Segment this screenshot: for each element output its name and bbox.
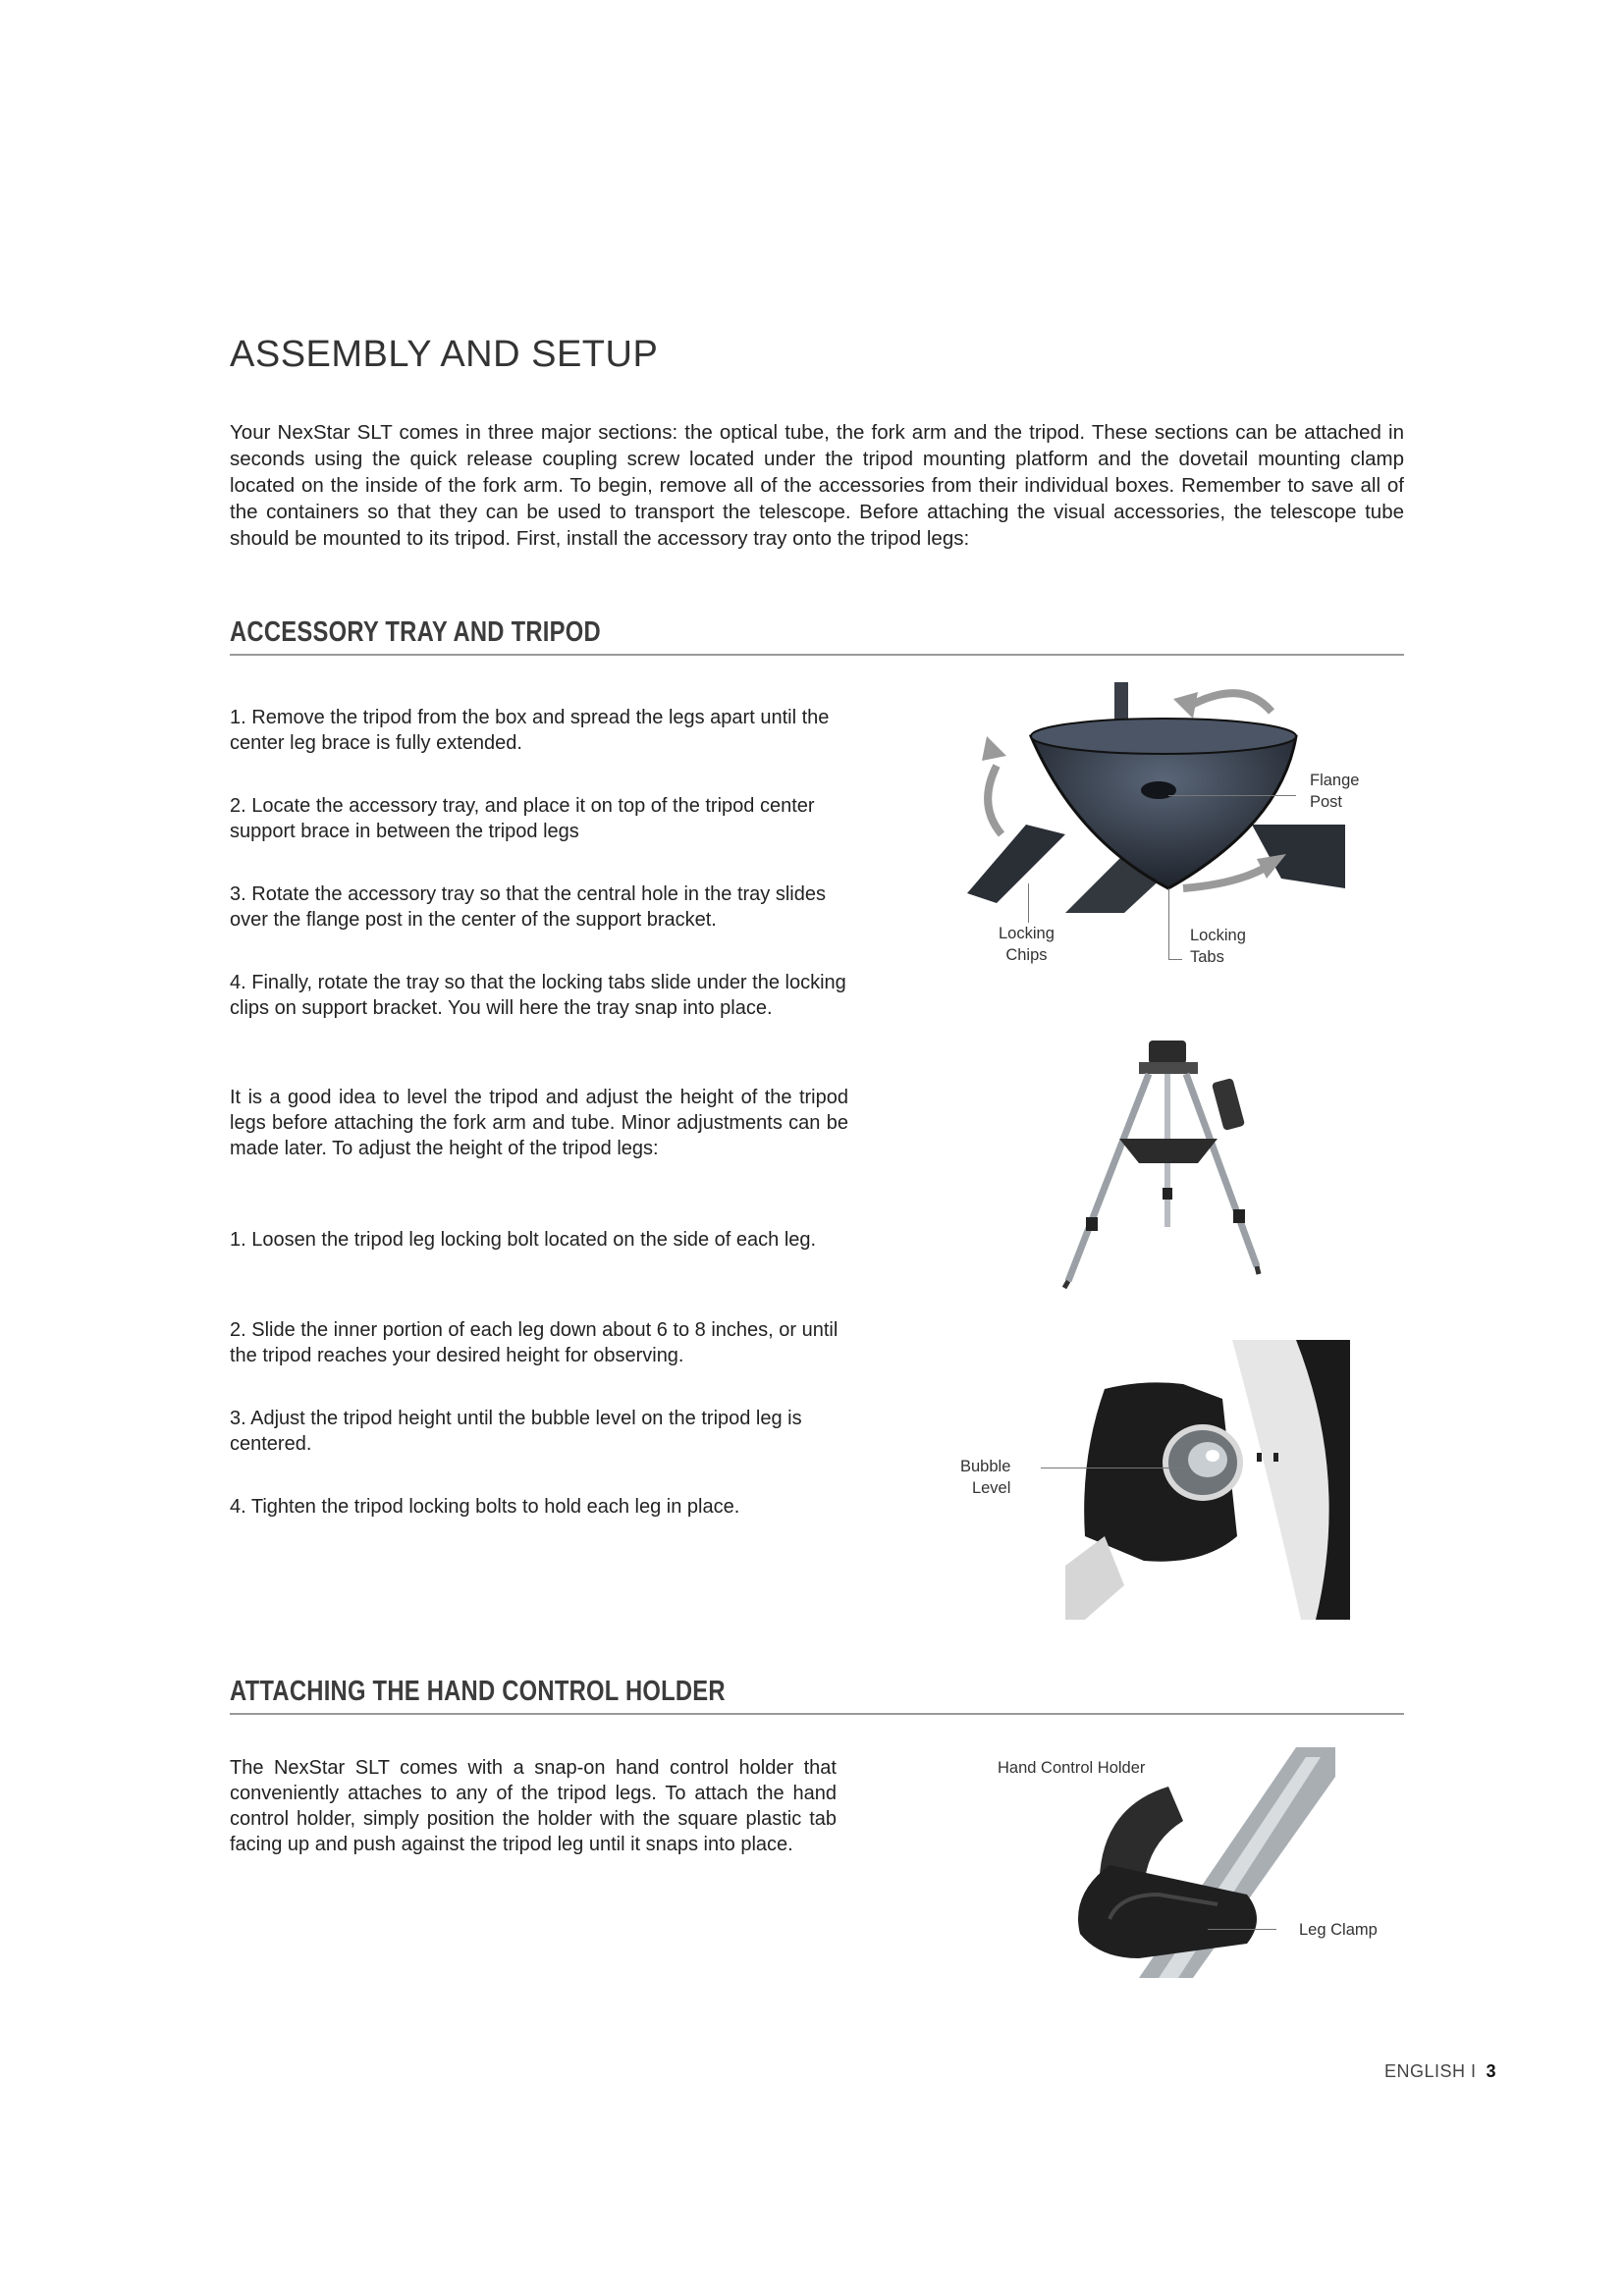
step-number: 2. <box>230 795 246 817</box>
callout-flange-post: Flange Post <box>1310 772 1360 811</box>
tripod-illustration <box>1051 1041 1276 1291</box>
step-text: Remove the tripod from the box and spread the legs apart until the center leg brace is fully extended. <box>230 707 830 754</box>
list-item <box>230 970 848 1021</box>
step-number: 2. <box>230 1319 246 1341</box>
page-number: 3 <box>1486 2061 1496 2081</box>
step-number: 1. <box>230 707 246 728</box>
callout-bubble-level: Bubble Level <box>960 1458 1011 1497</box>
step-text: Adjust the tripod height until the bubble level on the tripod leg is centered. <box>230 1408 802 1455</box>
leveling-paragraph: It is a good idea to level the tripod and adjust the height of the tripod legs before attaching the fork arm and tube. Minor adjustments can be made later. To adjust the height of the tripod legs: <box>230 1087 848 1159</box>
callout-locking-tabs: Locking Tabs <box>1190 927 1246 966</box>
step-text: Locate the accessory tray, and place it on top of the tripod center support brace in between the tripod legs <box>230 795 815 842</box>
step-text: Loosen the tripod leg locking bolt located on the side of each leg. <box>251 1229 817 1251</box>
page-footer <box>1384 2061 1496 2082</box>
step-number: 4. <box>230 972 246 993</box>
callout-line <box>1208 1929 1276 1930</box>
list-item <box>230 1494 848 1520</box>
step-text: Tighten the tripod locking bolts to hold each leg in place. <box>250 1496 740 1518</box>
section-divider <box>230 654 1404 656</box>
callout-leg-clamp: Leg Clamp <box>1299 1921 1378 1939</box>
page-title: ASSEMBLY AND SETUP <box>230 334 659 375</box>
callout-line <box>1168 959 1182 960</box>
list-item <box>230 1406 848 1457</box>
list-item <box>230 705 848 756</box>
step-text: Rotate the accessory tray so that the central hole in the tray slides over the flange post in the center of the support bracket. <box>230 883 826 931</box>
footer-language: ENGLISH I <box>1383 2061 1477 2081</box>
intro-paragraph: Your NexStar SLT comes in three major sections: the optical tube, the fork arm and the tripod. These sections can be attached in seconds using the quick release coupling screw located under the tripod mounting platform and the dovetail mounting clamp located on the inside of the fork arm. To begin, remove all of the accessories from their individual boxes. Remember to save all of the containers so that they can be used to transport the telescope. Before attaching the visual accessories, the telescope tube should be mounted to its tripod. First, install the accessory tray onto the tripod legs: <box>230 421 1404 550</box>
hand-control-holder-photo <box>1051 1747 1335 1978</box>
list-item <box>230 881 848 933</box>
section-divider <box>230 1713 1404 1715</box>
callout-line <box>1028 883 1029 923</box>
list-item <box>230 1317 848 1368</box>
section-heading-hand-control: ATTACHING THE HAND CONTROL HOLDER <box>230 1676 726 1707</box>
section-heading-accessory-tray: ACCESSORY TRAY AND TRIPOD <box>230 616 601 648</box>
list-item <box>230 793 848 844</box>
step-text: Slide the inner portion of each leg down about 6 to 8 inches, or until the tripod reaches your desired height for observing. <box>230 1319 839 1366</box>
step-number: 1. <box>230 1229 246 1251</box>
step-number: 3. <box>230 883 246 905</box>
list-item <box>230 1227 848 1253</box>
callout-line <box>1168 795 1296 796</box>
step-text: Finally, rotate the tray so that the locking tabs slide under the locking clips on support bracket. You will here the tray snap into place. <box>230 972 846 1019</box>
callout-hand-control-holder: Hand Control Holder <box>998 1759 1146 1777</box>
callout-line <box>1168 888 1169 959</box>
step-number: 4. <box>230 1496 246 1518</box>
hand-control-paragraph: The NexStar SLT comes with a snap-on hand control holder that conveniently attaches to any of the tripod legs. To attach the hand control holder, simply position the holder with the square plastic tab facing up and push against the tripod leg until it snaps into place. <box>230 1757 837 1855</box>
callout-locking-chips: Locking Chips <box>999 925 1055 964</box>
bubble-level-photo <box>1065 1340 1350 1620</box>
accessory-tray-illustration <box>957 677 1360 913</box>
step-number: 3. <box>230 1408 246 1429</box>
